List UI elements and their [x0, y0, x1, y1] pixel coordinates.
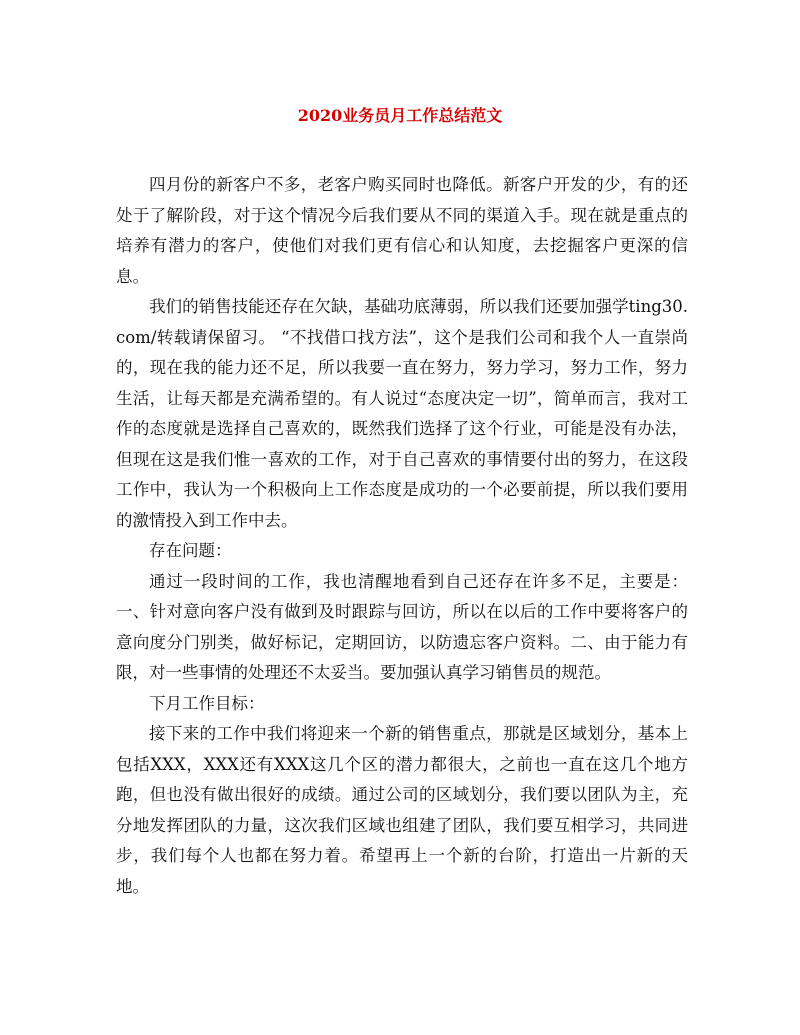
section-heading-problems: 存在问题： — [149, 541, 232, 560]
paragraph-2: 我们的销售技能还存在欠缺，基础功底薄弱，所以我们还要加强学ting30.com/转载请保留习。 “不找借口找方法”，这个是我们公司和我个人一直崇尚的，现在我的能力还不足，所以我要一直在努力，努力学习，努力工作，努力生活，让每天都是充满希望的。有人说过“态度决定一切”，简单而言，我对工作的态度就是选择自己喜欢的，既然我们选择了这个行业，可能是没有办法，但现在这是我们惟一喜欢的工作，对于自己喜欢的事情要付出的努力，在这段工作中，我认为一个积极向上工作态度是成功的一个必要前提，所以我们要用的激情投入到工作中去。 — [116, 297, 688, 530]
document-body — [116, 170, 688, 902]
paragraph-3: 通过一段时间的工作，我也清醒地看到自己还存在许多不足，主要是：一、针对意向客户没有做到及时跟踪与回访，所以在以后的工作中要将客户的意向度分门别类，做好标记，定期回访，以防遗忘客户资料。二、由于能力有限，对一些事情的处理还不太妥当。要加强认真学习销售员的规范。 — [116, 571, 688, 682]
paragraph-1: 四月份的新客户不多，老客户购买同时也降低。新客户开发的少，有的还处于了解阶段，对于这个情况今后我们要从不同的渠道入手。现在就是重点的培养有潜力的客户，使他们对我们更有信心和认知度，去挖掘客户更深的信息。 — [116, 175, 688, 286]
document-title: 2020业务员月工作总结范文 — [297, 106, 503, 125]
section-heading-goals: 下月工作目标： — [149, 693, 265, 713]
paragraph-4: 接下来的工作中我们将迎来一个新的销售重点，那就是区域划分，基本上包括XXX，XXX还有XXX这几个区的潜力都很大，之前也一直在这几个地方跑，但也没有做出很好的成绩。通过公司的区域划分，我们要以团队为主，充分地发挥团队的力量，这次我们区域也组建了团队，我们要互相学习，共同进步，我们每个人也都在努力着。希望再上一个新的台阶，打造出一片新的天地。 — [116, 724, 688, 896]
